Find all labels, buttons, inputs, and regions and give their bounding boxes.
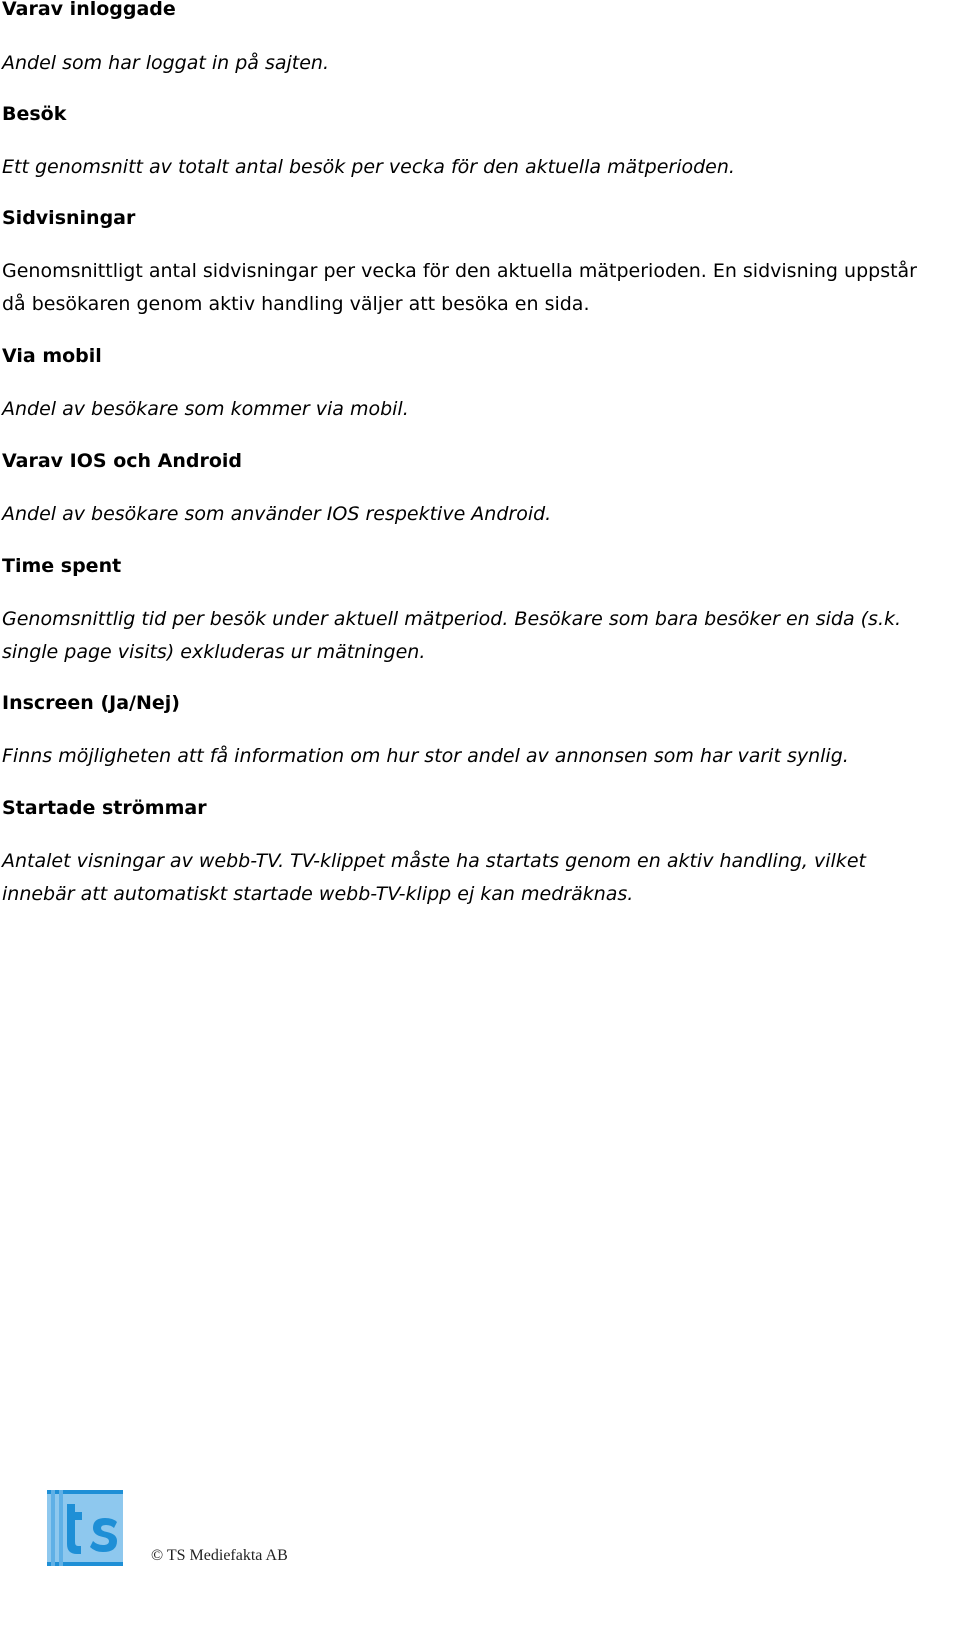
- section-heading-inscreen: Inscreen (Ja/Nej): [2, 692, 180, 714]
- section-text-inscreen: Finns möjligheten att få information om hur stor andel av annonsen som har varit synlig.: [2, 745, 849, 767]
- section-heading-time-spent: Time spent: [2, 555, 122, 577]
- section-text-ios-android: Andel av besökare som använder IOS respektive Android.: [2, 503, 552, 525]
- section-text-varav-inloggade: Andel som har loggat in på sajten.: [2, 52, 330, 74]
- ts-mediefakta-logo: [47, 1490, 123, 1566]
- section-heading-via-mobil: Via mobil: [2, 345, 102, 367]
- section-heading-startade-strommar: Startade strömmar: [2, 797, 207, 819]
- footer-copyright: © TS Mediefakta AB: [151, 1547, 288, 1564]
- section-text-sidvisningar: Genomsnittligt antal sidvisningar per vecka för den aktuella mätperioden. En sidvisning uppstår då besökaren genom aktiv handling väljer att besöka en sida.: [2, 260, 917, 315]
- section-text-time-spent: Genomsnittlig tid per besök under aktuell mätperiod. Besökare som bara besöker en sida (s.k. single page visits) exkluderas ur mätningen.: [2, 608, 902, 663]
- section-text-besok: Ett genomsnitt av totalt antal besök per vecka för den aktuella mätperioden.: [2, 156, 735, 178]
- section-heading-varav-inloggade: Varav inloggade: [2, 0, 176, 20]
- section-text-via-mobil: Andel av besökare som kommer via mobil.: [2, 398, 409, 420]
- section-text-startade-strommar: Antalet visningar av webb-TV. TV-klippet måste ha startats genom en aktiv handling, vilket innebär att automatiskt startade webb-TV-klipp ej kan medräknas.: [2, 850, 866, 905]
- section-heading-sidvisningar: Sidvisningar: [2, 207, 136, 229]
- section-heading-besok: Besök: [2, 103, 67, 125]
- section-heading-ios-android: Varav IOS och Android: [2, 450, 243, 472]
